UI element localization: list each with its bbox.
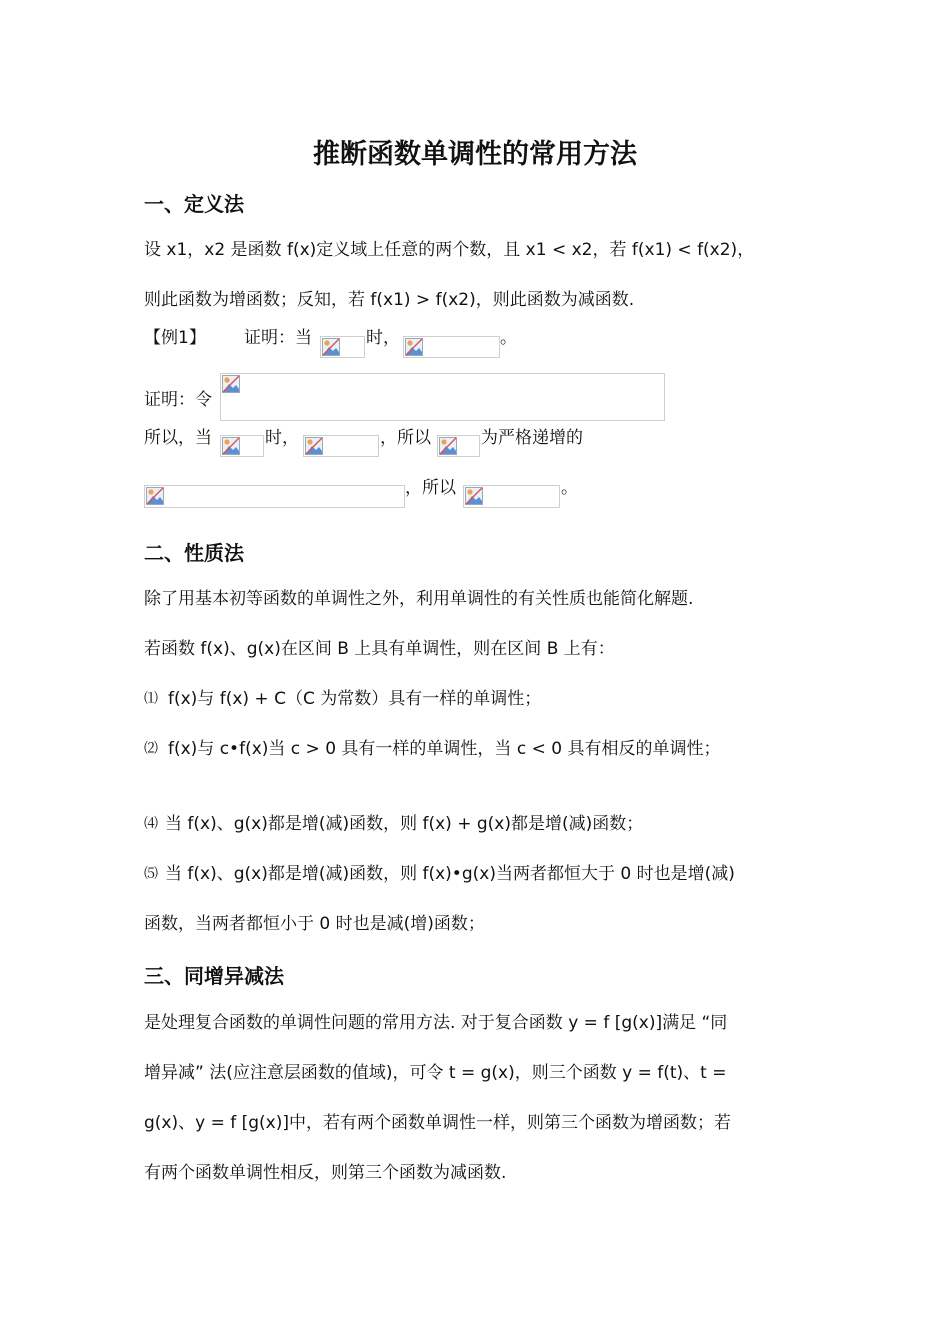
formula-image xyxy=(303,435,379,457)
list-number: ⑵ xyxy=(144,741,158,757)
formula-image xyxy=(463,485,560,508)
paragraph-line: 则此函数为增函数；反知，若 f(x1) > f(x2)，则此函数为减函数. xyxy=(144,290,635,310)
paragraph-line: 是处理复合函数的单调性问题的常用方法. 对于复合函数 y = f [g(x)]满足 “同 xyxy=(144,1013,728,1033)
paragraph-line: 增异减” 法(应注意层函数的值域)，可令 t = g(x)，则三个函数 y = f(t)、t = xyxy=(144,1063,727,1083)
page-title: 推断函数单调性的常用方法 xyxy=(313,139,637,170)
paragraph-line: 若函数 f(x)、g(x)在区间 B 上具有单调性，则在区间 B 上有： xyxy=(144,639,615,659)
example-label: 【例1】 xyxy=(144,328,206,348)
broken-image-icon xyxy=(146,487,164,505)
broken-image-icon xyxy=(405,338,423,356)
example-text: 时， xyxy=(366,328,400,348)
proof-text: 为严格递增的 xyxy=(481,428,583,448)
section-heading-composite: 三、同增异减法 xyxy=(144,964,284,988)
list-item: f(x)与 f(x) + C（C 为常数）具有一样的单调性； xyxy=(168,689,542,709)
formula-image xyxy=(220,435,264,457)
list-number: ⑴ xyxy=(144,691,158,707)
paragraph-line: 设 x1，x2 是函数 f(x)定义域上任意的两个数，且 x1 < x2，若 f(x1) < f(x2)， xyxy=(144,240,755,260)
paragraph-line: 有两个函数单调性相反，则第三个函数为减函数. xyxy=(144,1163,507,1183)
proof-text: 所以，当 xyxy=(144,428,212,448)
formula-image xyxy=(144,485,405,508)
broken-image-icon xyxy=(222,437,240,455)
formula-image xyxy=(320,336,365,358)
broken-image-icon xyxy=(322,338,340,356)
list-item: 当 f(x)、g(x)都是增(减)函数，则 f(x)•g(x)当两者都恒大于 0 时也是增(减) xyxy=(165,864,735,884)
broken-image-icon xyxy=(465,487,483,505)
proof-text: 。 xyxy=(561,478,578,498)
list-item: 函数，当两者都恒小于 0 时也是减(增)函数； xyxy=(144,914,485,934)
section-heading-definition: 一、定义法 xyxy=(144,192,244,216)
broken-image-icon xyxy=(222,375,240,393)
proof-text: ，所以 xyxy=(380,428,431,448)
formula-image xyxy=(437,435,480,457)
broken-image-icon xyxy=(439,437,457,455)
example-text: 。 xyxy=(500,328,517,348)
list-number: ⑷ xyxy=(144,816,158,832)
broken-image-icon xyxy=(305,437,323,455)
formula-image xyxy=(220,373,665,421)
proof-text: 证明：令 xyxy=(144,390,212,410)
paragraph-line: g(x)、y = f [g(x)]中，若有两个函数单调性一样，则第三个函数为增函数；若 xyxy=(144,1113,731,1133)
list-item: 当 f(x)、g(x)都是增(减)函数，则 f(x) + g(x)都是增(减)函数； xyxy=(165,814,644,834)
proof-text: 时， xyxy=(265,428,299,448)
formula-image xyxy=(403,336,500,358)
proof-text: ，所以 xyxy=(405,478,456,498)
list-number: ⑸ xyxy=(144,866,158,882)
example-text: 证明：当 xyxy=(244,328,312,348)
paragraph-line: 除了用基本初等函数的单调性之外，利用单调性的有关性质也能简化解题. xyxy=(144,589,694,609)
section-heading-property: 二、性质法 xyxy=(144,541,244,565)
list-item: f(x)与 c•f(x)当 c > 0 具有一样的单调性，当 c < 0 具有相反的单调性； xyxy=(168,739,721,759)
